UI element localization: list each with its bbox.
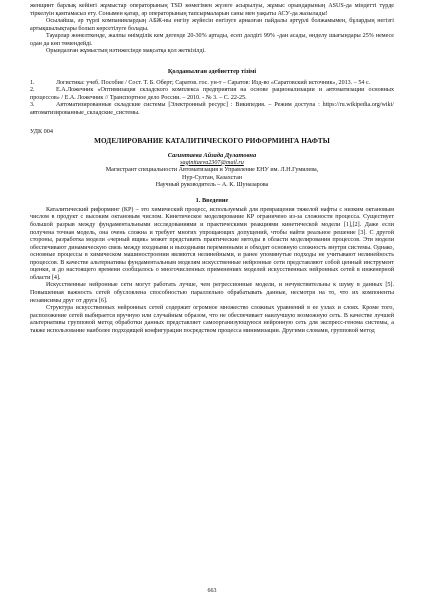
author-email: saginitaeva2307@mail.ru xyxy=(180,159,244,166)
top-section xyxy=(30,3,394,56)
paragraph: Искусственные нейронные сети могут работать лучше, чем регрессионные модели, и нечувствительны к шуму в данных [5]. Повышенная важность сетей обусловлена способностью параллельно обрабатывать данные, несмотря на то, что их компоненты независимы друг от друга [6]. xyxy=(30,282,394,304)
reference-text: Логистика: учеб. Пособие / Сост. Т. Б. Оберт; Саратов. гос. ун-т – Саратов: Изд-во «Саратовский источник», 2013. – 54 с. xyxy=(56,79,371,86)
paper-title: МОДЕЛИРОВАНИЕ КАТАЛИТИЧЕСКОГО РИФОРМИНГА НАФТЫ xyxy=(94,136,330,145)
paragraph: Осылайша, әр түрлі компаниялардың АБЖ-ны енгізу жүйесін енгізуге арналған пайдалы әртүрлі болжамымен, бұлардың негізгі артықшылықтары болып көрсетілуге болады. xyxy=(30,18,394,32)
supervisor-line: Научный руководитель – А. К. Шуназарова xyxy=(155,182,269,189)
references-list xyxy=(30,80,394,118)
paragraph: Каталитический риформинг (КР) – это химический процесс, используемый для превращения тяжелой нафты с низким октановым числом в продукт с высоким октановым числом. Кинетическое моделирование КР ограничено из-за сложности процесса. Существует большой разрыв между фундаментальными исследованиями и практическими реакциями кинетической модели [1],[2]. Даже если получена точная модель, она очень сложна и требует многих упрощающих допущений, чтобы найти реальное решение [3]. С другой стороны, разработка модели «черный ящик» может представить практические методы в области моделирования процессов. Эти модели обеспечивают динамическую связь между входными и выходными переменными и обходят основную сложность внутри системы. Однако, основные процессы в химическом машиностроении являются нелинейными, и ранее упомянутые подходы не учитывают нелинейность процессов. В качестве альтернативы фундаментальным моделям искусственные нейронные сети представляют собой ценный инструмент оценки, и до настоящего времени сообщалось о многочисленных применениях моделей искусственных нейронных сетей в инженерной области [4]. xyxy=(30,206,394,281)
reference-number: 2. xyxy=(30,87,35,94)
reference-item xyxy=(30,102,394,117)
paragraph: Тауарлар жөнелткенде, жалпы өнімділік кем дегенде 20-30% артады, есеп дәлдігі 99% -дан асады, өнделу шығындары 25% немесе одан да көп төмендейді. xyxy=(30,33,394,47)
page-number: 663 xyxy=(207,588,217,594)
author-name: Сагинтаева Айзада Дулатовна xyxy=(167,151,257,159)
references-heading: Қолданылған әдебиеттер тізімі xyxy=(167,67,257,75)
reference-item xyxy=(30,87,394,102)
reference-text: Автоматизированные складские системы [Электронный ресурс] : Википедия. – Режим доступа : https://ru.wikipedia.org/wiki/автоматизированные_складские_системы. xyxy=(30,102,394,117)
reference-number: 3. xyxy=(30,102,35,109)
section-heading: 1. Введение xyxy=(195,196,229,204)
paragraph: Орындалған жұмыстың нәтижесінде мақсатқа қол жеткізілді. xyxy=(46,48,206,55)
reference-number: 1. xyxy=(30,79,35,86)
reference-text: Е.А.Ложечник «Оптимизация складского комплекса предприятия на основе рационализации и автоматизации основных процессов» / Е.А. Ложечник // Транспортное дело России. – 2010. - № 3. – С. 22-25. xyxy=(30,87,394,101)
affiliation-line: Нур-Султан, Казахстан xyxy=(181,174,243,181)
paragraph: женщинт барлық кейінгі жұмыстар операторының TSD көмегімен жүзеге асырылуы, жұмыс орындарының ASUS-да міндетті түрде тіркелуін қамтамасыз ету. Сонымен қатар, әр операторының тапсырмаларын саны мен уақыты АСУ-да жазылады! xyxy=(30,3,394,17)
body-section xyxy=(30,207,394,335)
affiliation-line: Магистрант специальности Автоматизация и Управление ЕНУ им. Л.Н.Гумилева, xyxy=(105,167,319,174)
paragraph: Структура искусственных нейронных сетей содержит огромное множество сложных уравнений в ее узлах и слоях. Кроме того, расположение сетей выбирается вручную или случайным образом, что не обеспечивает наилучшую возможную сеть. В качестве лучшей альтернативы групповой метод обработки данных представляет самоорганизующуюся нейронную сеть для экспресс-генома системы, а также использование наиболее подходящей конфигурации посредством процесса минимизации. Другими словами, групповой метод xyxy=(30,305,394,334)
udk-code: УДК 004 xyxy=(30,127,53,135)
reference-item xyxy=(30,80,394,88)
